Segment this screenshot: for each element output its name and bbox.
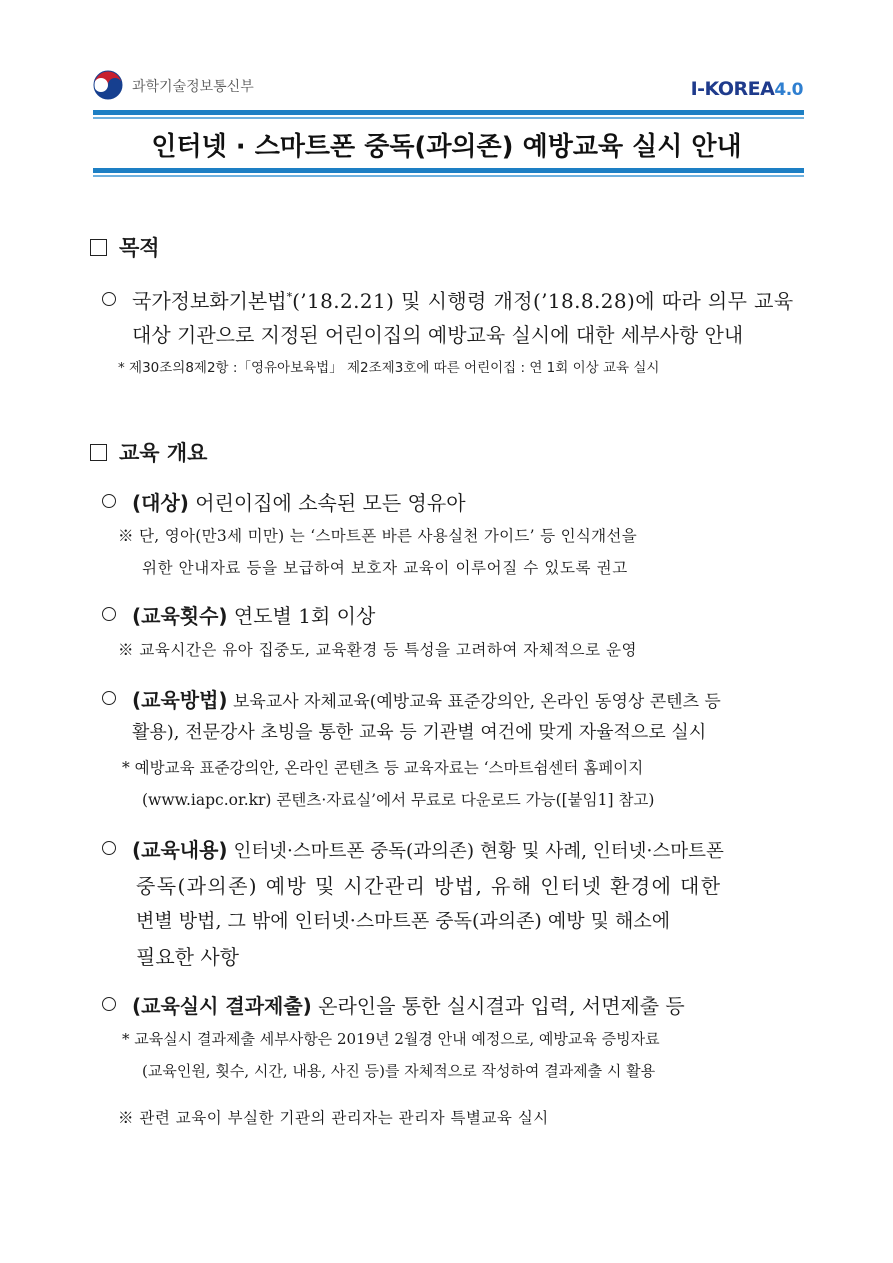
checkbox-square-icon bbox=[90, 239, 107, 256]
government-emblem-icon bbox=[93, 70, 123, 100]
overview-target bbox=[102, 487, 466, 516]
ministry-name: 과학기술정보통신부 bbox=[132, 79, 254, 95]
purpose-footnote: * 제30조의8제2항 :「영유아보육법」 제2조제3호에 따른 어린이집 : 연 1회 이상 교육 실시 bbox=[118, 360, 660, 376]
section-heading-overview-label: 교육 개요 bbox=[119, 441, 208, 465]
bullet-circle-icon bbox=[102, 292, 116, 306]
target-label: (대상) bbox=[132, 491, 189, 515]
overview-count bbox=[102, 600, 375, 629]
target-note-line1: ※ 단, 영아(만3세 미만) 는 ‘스마트폰 바른 사용실천 가이드’ 등 인식개선을 bbox=[118, 527, 637, 545]
target-text: 어린이집에 소속된 모든 영유아 bbox=[188, 491, 466, 515]
purpose-law-name: 국가정보화기본법 bbox=[132, 289, 287, 313]
content-label: (교육내용) bbox=[132, 838, 228, 862]
brand-i: I- bbox=[690, 78, 705, 100]
bullet-circle-icon bbox=[102, 841, 116, 855]
submit-note-line1: * 교육실시 결과제출 세부사항은 2019년 2월경 안내 예정으로, 예방교육 증빙자료 bbox=[122, 1030, 660, 1048]
method-note-line2: (www.iapc.or.kr) 콘텐츠·자료실’에서 무료로 다운로드 가능([붙임1] 참고) bbox=[142, 791, 655, 809]
bullet-circle-icon bbox=[102, 494, 116, 508]
count-note: ※ 교육시간은 유아 집중도, 교육환경 등 특성을 고려하여 자체적으로 운영 bbox=[118, 641, 637, 659]
section-heading-purpose-label: 목적 bbox=[119, 236, 160, 260]
overview-content-line2: 중독(과의존) 예방 및 시간관리 방법, 유해 인터넷 환경에 대한 bbox=[136, 874, 722, 898]
purpose-item-line1 bbox=[102, 285, 794, 314]
submit-note-line2: (교육인원, 횟수, 시간, 내용, 사진 등)를 자체적으로 작성하여 결과제출 시 활용 bbox=[142, 1062, 656, 1080]
overview-method-line1 bbox=[102, 684, 721, 713]
overview-content-line1 bbox=[102, 834, 724, 863]
target-note-line2: 위한 안내자료 등을 보급하여 보호자 교육이 이루어질 수 있도록 권고 bbox=[142, 559, 628, 577]
section-heading-overview bbox=[90, 437, 207, 467]
brand-korea: KOREA bbox=[704, 78, 775, 100]
purpose-footnote-mark: * bbox=[286, 290, 293, 304]
i-korea-logo bbox=[691, 78, 803, 100]
overview-content-line4: 필요한 사항 bbox=[136, 945, 239, 969]
page-title: 인터넷 · 스마트폰 중독(과의존) 예방교육 실시 안내 bbox=[151, 132, 742, 162]
submit-label: (교육실시 결과제출) bbox=[132, 994, 312, 1018]
submit-text: 온라인을 통한 실시결과 입력, 서면제출 등 bbox=[311, 994, 685, 1018]
checkbox-square-icon bbox=[90, 444, 107, 461]
count-text: 연도별 1회 이상 bbox=[227, 604, 376, 628]
overview-submit bbox=[102, 990, 685, 1019]
purpose-item-line2: 대상 기관으로 지정된 어린이집의 예방교육 실시에 대한 세부사항 안내 bbox=[132, 323, 744, 347]
title-rule-top bbox=[93, 168, 804, 173]
title-rule-thin bbox=[93, 175, 804, 177]
overview-method-line2: 활용), 전문강사 초빙을 통한 교육 등 기관별 여건에 맞게 자율적으로 실시 bbox=[132, 722, 707, 743]
header-rule-thin bbox=[93, 117, 804, 119]
method-line1-text: 보육교사 자체교육(예방교육 표준강의안, 온라인 동영상 콘텐츠 등 bbox=[227, 692, 721, 712]
purpose-line1-rest: (’18.2.21) 및 시행령 개정(’18.8.28)에 따라 의무 교육 bbox=[292, 289, 794, 313]
bullet-circle-icon bbox=[102, 691, 116, 705]
method-note-line1: * 예방교육 표준강의안, 온라인 콘텐츠 등 교육자료는 ‘스마트쉼센터 홈페이지 bbox=[122, 759, 644, 777]
bullet-circle-icon bbox=[102, 997, 116, 1011]
header-rule-top bbox=[93, 110, 804, 115]
section-heading-purpose bbox=[90, 232, 160, 262]
brand-version: 4.0 bbox=[774, 80, 803, 100]
final-note: ※ 관련 교육이 부실한 기관의 관리자는 관리자 특별교육 실시 bbox=[118, 1109, 549, 1127]
method-label: (교육방법) bbox=[132, 688, 228, 712]
bullet-circle-icon bbox=[102, 607, 116, 621]
overview-content-line3: 변별 방법, 그 밖에 인터넷·스마트폰 중독(과의존) 예방 및 해소에 bbox=[136, 910, 671, 932]
count-label: (교육횟수) bbox=[132, 604, 228, 628]
content-line1-text: 인터넷·스마트폰 중독(과의존) 현황 및 사례, 인터넷·스마트폰 bbox=[227, 841, 724, 862]
